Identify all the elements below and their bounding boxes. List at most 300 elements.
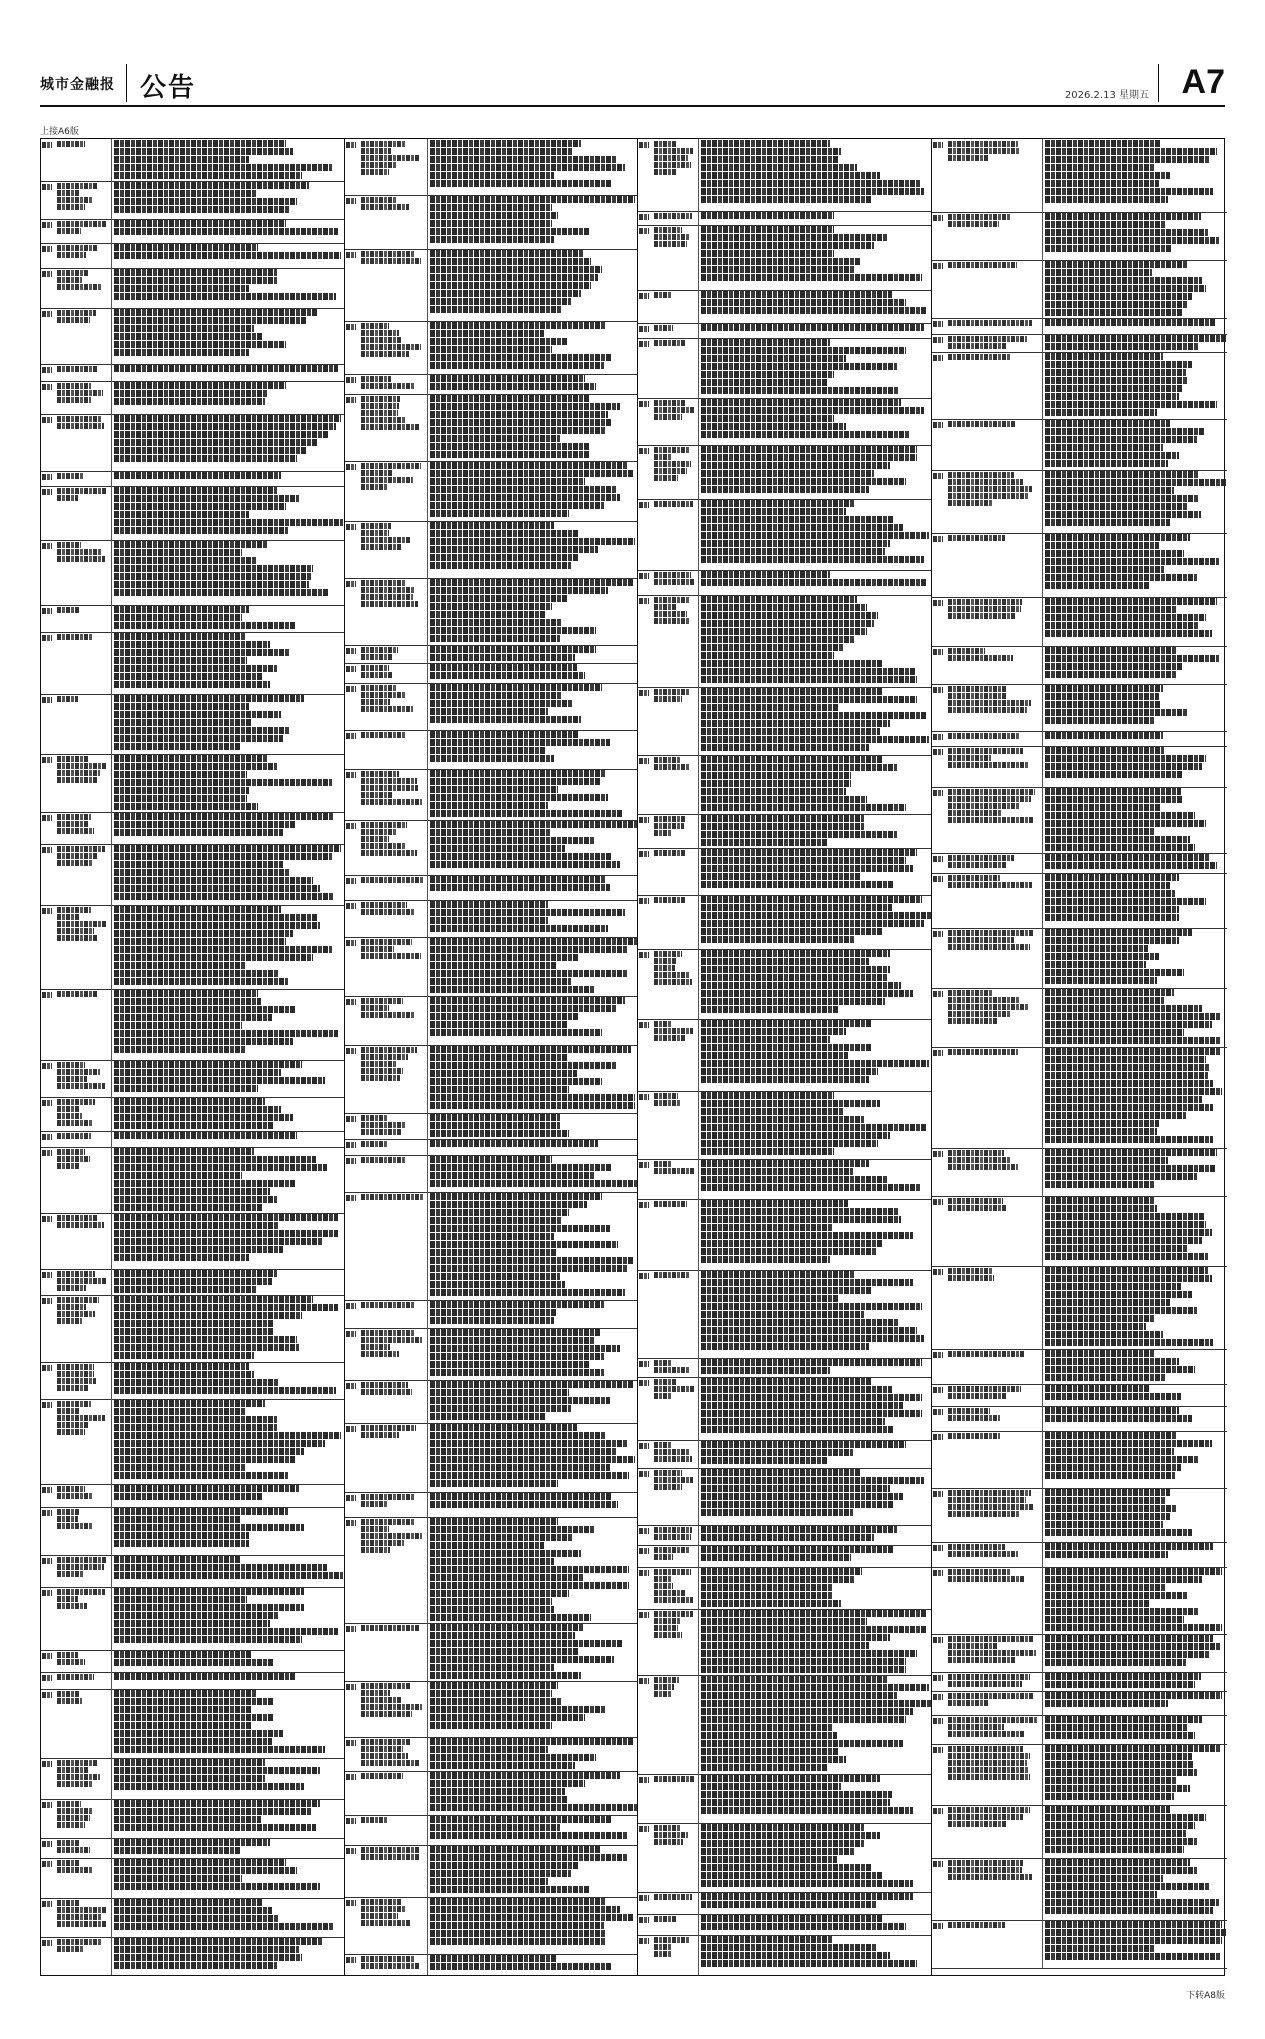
announcement-text-mark [1045, 1048, 1226, 1147]
row-number-mark [42, 1099, 56, 1107]
institution-name-mark [361, 522, 425, 551]
institution-name-mark [361, 1682, 425, 1718]
row-number-mark [42, 1652, 56, 1660]
announcement-text-mark [1045, 1149, 1226, 1195]
row-number-mark [639, 1825, 653, 1833]
table-row [345, 1623, 638, 1682]
table-row [345, 996, 638, 1046]
row-number-mark [42, 1215, 56, 1223]
row-number-mark [639, 1611, 653, 1619]
table-row [932, 352, 1227, 420]
institution-name-mark [654, 1378, 696, 1400]
row-number-mark [42, 1589, 56, 1597]
table-row [41, 1758, 344, 1800]
table-row [41, 1097, 344, 1132]
table-row [932, 1567, 1227, 1635]
table-row [41, 1587, 344, 1651]
announcement-text-mark [114, 1132, 343, 1146]
announcement-text-mark [701, 140, 931, 210]
institution-name-mark [57, 906, 109, 942]
table-row [638, 755, 932, 815]
institution-name-mark [57, 1673, 109, 1681]
row-number-mark [933, 990, 947, 998]
table-row [41, 219, 344, 244]
table-row [41, 268, 344, 309]
table-row [41, 364, 344, 382]
cell-divider [1042, 1431, 1043, 1488]
institution-name-mark [948, 1407, 1040, 1422]
cell-divider [111, 812, 112, 844]
institution-name-mark [361, 462, 425, 491]
announcement-text-mark [701, 1200, 931, 1269]
announcement-text-mark [114, 755, 343, 811]
table-row [638, 1914, 932, 1936]
announcement-text-mark [701, 950, 931, 1018]
table-row [638, 1159, 932, 1200]
cell-divider [427, 321, 428, 374]
institution-name-mark [654, 1160, 696, 1175]
cell-divider [698, 1609, 699, 1675]
institution-name-mark [57, 382, 109, 404]
institution-name-mark [361, 1046, 425, 1082]
table-row [638, 1892, 932, 1915]
row-number-mark [933, 855, 947, 863]
row-number-mark [933, 1408, 947, 1416]
cell-divider [698, 1823, 699, 1892]
cell-divider [111, 1147, 112, 1213]
announcement-text-mark [430, 196, 637, 248]
announcement-text-mark [701, 446, 931, 498]
announcement-text-mark [701, 1568, 931, 1608]
announcement-text-mark [701, 339, 931, 397]
row-number-mark [346, 396, 360, 404]
announcement-text-mark [114, 365, 343, 380]
announcement-text-mark [1045, 989, 1226, 1046]
row-number-mark [42, 1900, 56, 1908]
cell-divider [698, 338, 699, 398]
institution-name-mark [361, 1846, 425, 1861]
announcement-text-mark [1045, 1568, 1226, 1633]
row-number-mark [346, 877, 360, 885]
announcement-text-mark [430, 1114, 637, 1138]
cell-divider [111, 1507, 112, 1555]
institution-name-mark [654, 226, 696, 248]
institution-name-mark [654, 1469, 696, 1491]
table-row [638, 1440, 932, 1469]
table-row [932, 988, 1227, 1048]
row-number-mark [933, 1198, 947, 1206]
cell-divider [1042, 1406, 1043, 1431]
table-row [932, 334, 1227, 353]
announcement-text-mark [701, 596, 931, 686]
table-row [345, 1423, 638, 1493]
announcement-text-mark [1045, 1635, 1226, 1671]
institution-name-mark [361, 1738, 425, 1767]
announcement-text-mark [1045, 1806, 1226, 1857]
table-row [638, 687, 932, 756]
cell-divider [698, 1567, 699, 1609]
cell-divider [1042, 419, 1043, 470]
institution-name-mark [57, 1508, 109, 1530]
table-row [638, 139, 932, 212]
institution-name-mark [948, 1716, 1040, 1738]
institution-name-mark [654, 1526, 696, 1541]
row-number-mark [639, 400, 653, 408]
table-row [41, 243, 344, 269]
table-row [932, 873, 1227, 929]
institution-name-mark [361, 1140, 425, 1148]
institution-name-mark [57, 990, 109, 998]
announcement-text-mark [114, 845, 343, 904]
table-row [345, 683, 638, 731]
institution-name-mark [57, 1363, 109, 1392]
row-number-mark [639, 292, 653, 300]
row-number-mark [639, 1201, 653, 1209]
announcement-text-mark [1045, 1745, 1226, 1804]
row-number-mark [42, 416, 56, 424]
table-row [638, 225, 932, 291]
cell-divider [1042, 1858, 1043, 1920]
institution-name-mark [57, 1270, 109, 1292]
institution-name-mark [57, 1148, 109, 1170]
row-number-mark [639, 1360, 653, 1368]
row-number-mark [346, 1047, 360, 1055]
table-row [932, 1047, 1227, 1149]
institution-name-mark [948, 1745, 1040, 1781]
cell-divider [698, 1525, 699, 1545]
row-number-mark [639, 850, 653, 858]
institution-name-mark [57, 695, 109, 703]
institution-name-mark [57, 1485, 109, 1500]
table-row [345, 195, 638, 250]
row-number-mark [346, 1115, 360, 1123]
announcement-text-mark [114, 1899, 343, 1936]
cell-divider [427, 1681, 428, 1737]
institution-name-mark [948, 353, 1040, 361]
row-number-mark [42, 756, 56, 764]
announcement-text-mark [114, 1759, 343, 1798]
institution-name-mark [57, 1132, 109, 1140]
cell-divider [698, 1199, 699, 1270]
cell-divider [698, 570, 699, 595]
table-row [41, 181, 344, 220]
row-number-mark [346, 1302, 360, 1310]
institution-name-mark [948, 1543, 1040, 1558]
cell-divider [427, 394, 428, 461]
institution-name-mark [361, 395, 425, 431]
cell-divider [111, 1484, 112, 1507]
announcement-text-mark [1045, 213, 1226, 259]
table-row [345, 937, 638, 997]
cell-divider [698, 398, 699, 445]
institution-name-mark [654, 1441, 696, 1463]
table-row [932, 597, 1227, 647]
row-number-mark [933, 599, 947, 607]
cell-divider [111, 1672, 112, 1689]
table-row [638, 1545, 932, 1568]
cell-divider [111, 486, 112, 540]
institution-name-mark [654, 896, 696, 904]
section-title: 公告 [140, 73, 197, 103]
cell-divider [111, 1131, 112, 1147]
institution-name-mark [948, 1350, 1040, 1358]
institution-name-mark [948, 685, 1040, 714]
institution-name-mark [654, 688, 696, 703]
cell-divider [1042, 1266, 1043, 1349]
cell-divider [427, 1771, 428, 1815]
announcement-text-mark [114, 415, 343, 470]
announcement-text-mark [1045, 732, 1226, 745]
institution-name-mark [361, 322, 425, 358]
table-row [638, 1774, 932, 1824]
announcement-text-mark [430, 1846, 637, 1896]
table-row [345, 645, 638, 664]
table-row [932, 731, 1227, 747]
institution-name-mark [948, 319, 1040, 327]
cell-divider [1042, 1567, 1043, 1634]
row-number-mark [346, 1899, 360, 1907]
institution-name-mark [948, 1859, 1040, 1881]
cell-divider [698, 949, 699, 1019]
announcement-text-mark [430, 1682, 637, 1736]
institution-name-mark [57, 755, 109, 784]
announcement-text-mark [114, 541, 343, 604]
table-column-2 [344, 139, 638, 1975]
announcement-table [40, 138, 1225, 1976]
cell-divider [111, 1689, 112, 1758]
cell-divider [111, 1858, 112, 1898]
announcement-text-mark [114, 1363, 343, 1398]
cell-divider [427, 820, 428, 875]
table-row [932, 1148, 1227, 1197]
institution-name-mark [57, 845, 109, 867]
row-number-mark [639, 951, 653, 959]
row-number-mark [933, 930, 947, 938]
announcement-text-mark [114, 182, 343, 218]
announcement-text-mark [114, 1270, 343, 1294]
announcement-text-mark [1045, 140, 1226, 211]
row-number-mark [346, 1956, 360, 1964]
institution-name-mark [57, 1759, 109, 1788]
row-number-mark [933, 421, 947, 429]
cell-divider [111, 414, 112, 471]
institution-name-mark [57, 309, 109, 324]
announcement-text-mark [1045, 647, 1226, 683]
row-number-mark [933, 1746, 947, 1754]
announcement-text-mark [1045, 1673, 1226, 1690]
cell-divider [111, 989, 112, 1060]
cell-divider [698, 445, 699, 499]
announcement-text-mark [430, 770, 637, 819]
announcement-text-mark [430, 375, 637, 393]
institution-name-mark [948, 1673, 1040, 1688]
newspaper-name: 城市金融报 [40, 77, 115, 93]
table-row [41, 308, 344, 365]
cell-divider [427, 1517, 428, 1623]
row-number-mark [346, 323, 360, 331]
table-row [345, 461, 638, 522]
row-number-mark [42, 1557, 56, 1565]
institution-name-mark [57, 1938, 109, 1953]
institution-name-mark [948, 1267, 1040, 1282]
table-row [345, 374, 638, 395]
cell-divider [698, 1774, 699, 1823]
institution-name-mark [654, 1775, 696, 1783]
row-number-mark [639, 597, 653, 605]
row-number-mark [42, 846, 56, 854]
row-number-mark [42, 310, 56, 318]
cell-divider [111, 243, 112, 268]
announcement-text-mark [1045, 534, 1226, 596]
institution-name-mark [57, 541, 109, 563]
row-number-mark [933, 1049, 947, 1057]
institution-name-mark [361, 1329, 425, 1358]
announcement-text-mark [114, 606, 343, 631]
row-number-mark [346, 647, 360, 655]
table-row [932, 1672, 1227, 1692]
row-number-mark [42, 183, 56, 191]
announcement-text-mark [430, 821, 637, 874]
announcement-text-mark [701, 1915, 931, 1934]
cell-divider [1042, 533, 1043, 597]
table-row [638, 1609, 932, 1676]
table-row [41, 1555, 344, 1588]
table-row [345, 139, 638, 196]
institution-name-mark [654, 339, 696, 347]
cell-divider [698, 1440, 699, 1468]
row-number-mark [933, 1674, 947, 1682]
institution-name-mark [57, 1651, 109, 1666]
institution-name-mark [948, 598, 1040, 620]
cell-divider [111, 754, 112, 812]
institution-name-mark [57, 487, 109, 502]
cell-divider [111, 1399, 112, 1484]
institution-name-mark [361, 1772, 425, 1780]
row-number-mark [346, 822, 360, 830]
row-number-mark [639, 1093, 653, 1101]
cell-divider [1042, 597, 1043, 646]
cell-divider [111, 364, 112, 381]
announcement-text-mark [430, 1046, 637, 1112]
institution-name-mark [654, 1200, 696, 1208]
announcement-text-mark [430, 322, 637, 373]
row-number-mark [346, 1194, 360, 1202]
page-number: A7 [1181, 63, 1225, 101]
cell-divider [1042, 1715, 1043, 1744]
row-number-mark [42, 221, 56, 229]
table-row [638, 595, 932, 688]
institution-name-mark [361, 140, 425, 176]
announcement-text-mark [430, 1955, 637, 1974]
cell-divider [1042, 1047, 1043, 1148]
announcement-text-mark [430, 1301, 637, 1327]
row-number-mark [639, 1569, 653, 1577]
cell-divider [698, 1358, 699, 1377]
cell-divider [111, 308, 112, 364]
row-number-mark [42, 366, 56, 374]
table-row [41, 1650, 344, 1673]
table-row [41, 694, 344, 755]
institution-name-mark [948, 874, 1040, 889]
cell-divider [111, 1362, 112, 1399]
row-number-mark [346, 1773, 360, 1781]
institution-name-mark [654, 1893, 696, 1901]
cell-divider [698, 323, 699, 338]
cell-divider [427, 875, 428, 900]
table-row [41, 381, 344, 415]
row-number-mark [42, 270, 56, 278]
table-row [345, 1897, 638, 1955]
announcement-text-mark [114, 1588, 343, 1649]
announcement-text-mark [430, 462, 637, 520]
row-number-mark [346, 902, 360, 910]
announcement-text-mark [1045, 1859, 1226, 1919]
announcement-text-mark [114, 220, 343, 242]
institution-name-mark [948, 929, 1040, 951]
row-number-mark [639, 757, 653, 765]
table-row [932, 533, 1227, 598]
row-number-mark [639, 1916, 653, 1924]
table-row [345, 1771, 638, 1816]
masthead-divider-right [1158, 64, 1159, 102]
table-row [638, 895, 932, 950]
institution-name-mark [948, 854, 1040, 869]
row-number-mark [933, 535, 947, 543]
institution-name-mark [948, 420, 1040, 428]
institution-name-mark [654, 1020, 696, 1042]
institution-name-mark [361, 1381, 425, 1396]
announcement-text-mark [430, 1493, 637, 1516]
announcement-text-mark [114, 244, 343, 267]
announcement-text-mark [701, 1775, 931, 1822]
cell-divider [1042, 212, 1043, 260]
institution-name-mark [57, 1098, 109, 1127]
table-row [932, 1634, 1227, 1673]
row-number-mark [346, 523, 360, 531]
cell-divider [427, 578, 428, 645]
cell-divider [698, 848, 699, 895]
table-row [932, 1715, 1227, 1745]
table-row [41, 1269, 344, 1296]
table-row [41, 414, 344, 472]
announcement-text-mark [114, 906, 343, 988]
row-number-mark [933, 141, 947, 149]
cell-divider [427, 663, 428, 683]
cell-divider [427, 1380, 428, 1423]
announcement-text-mark [114, 1556, 343, 1586]
announcement-text-mark [430, 1381, 637, 1422]
row-number-mark [639, 1442, 653, 1450]
institution-name-mark [654, 1676, 696, 1698]
cell-divider [698, 595, 699, 687]
row-number-mark [933, 1544, 947, 1552]
table-row [932, 684, 1227, 732]
row-number-mark [346, 939, 360, 947]
row-number-mark [346, 1817, 360, 1825]
announcement-text-mark [701, 1378, 931, 1439]
row-number-mark [42, 991, 56, 999]
table-row [345, 394, 638, 462]
cell-divider [1042, 352, 1043, 419]
table-row [932, 260, 1227, 319]
announcement-text-mark [701, 399, 931, 444]
row-number-mark [933, 1860, 947, 1868]
row-number-mark [42, 1297, 56, 1305]
row-number-mark [42, 1486, 56, 1494]
institution-name-mark [361, 375, 425, 390]
row-number-mark [42, 473, 56, 481]
row-number-mark [933, 1922, 947, 1930]
